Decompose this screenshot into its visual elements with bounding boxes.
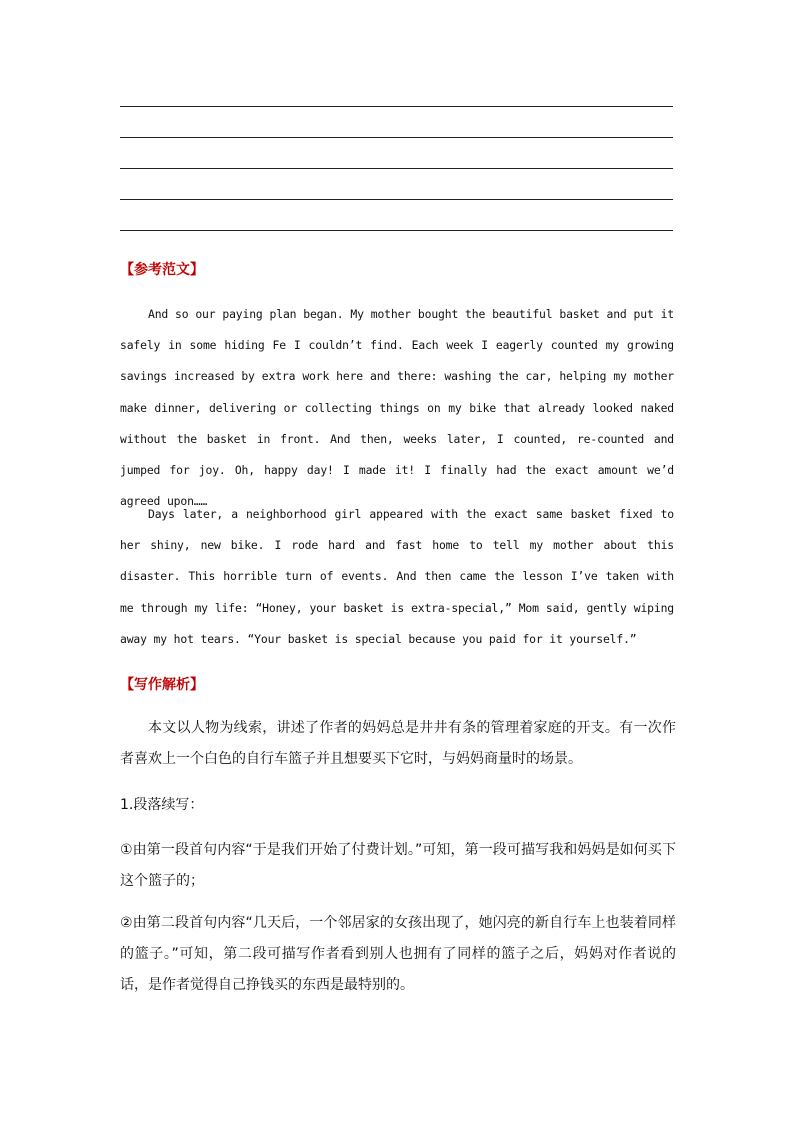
analysis-intro: 本文以人物为线索，讲述了作者的妈妈总是井井有条的管理着家庭的开支。有一次作者喜欢上一个白色的自行车篮子并且想要买下它时，与妈妈商量时的场景。 xyxy=(120,720,676,767)
essay-paragraph-2: Days later, a neighborhood girl appeared with the exact same basket fixed to her shiny, new bike. I rode hard and fast home to tell my mother about this disaster. This horrible turn of events. And then came the lesson I’ve taken with me through my life: “Honey, your basket is extra-special,” Mom said, gently wiping away my hot tears. “Your basket is special because you paid for it yourself.” xyxy=(120,507,674,646)
analysis-point-1: ①由第一段首句内容“于是我们开始了付费计划。”可知，第一段可描写我和妈妈是如何买下这个篮子的； xyxy=(120,842,676,889)
model-essay-heading: 【参考范文】 xyxy=(120,262,204,278)
answer-line xyxy=(120,230,673,231)
answer-line xyxy=(120,106,673,107)
analysis-heading: 【写作解析】 xyxy=(120,677,204,693)
essay-paragraph-1: And so our paying plan began. My mother bought the beautiful basket and put it safely in some hiding Fe I couldn’t find. Each week I eagerly counted my growing savings increased by extra work here and there: washing the car, helping my mother make dinner, delivering or collecting things on my bike that already looked naked without the basket in front. And then, weeks later, I counted, re-counted and jumped for joy. Oh, happy day! I made it! I finally had the exact amount we’d agreed upon…… xyxy=(120,307,674,509)
analysis-section-title: 1.段落续写： xyxy=(120,797,204,813)
answer-line xyxy=(120,199,673,200)
analysis-point-2: ②由第二段首句内容“几天后，一个邻居家的女孩出现了，她闪亮的新自行车上也装着同样的篮子。”可知，第二段可描写作者看到别人也拥有了同样的篮子之后，妈妈对作者说的话，是作者觉得自己挣钱买的东西是最特别的。 xyxy=(120,915,676,993)
answer-line xyxy=(120,168,673,169)
answer-line xyxy=(120,137,673,138)
